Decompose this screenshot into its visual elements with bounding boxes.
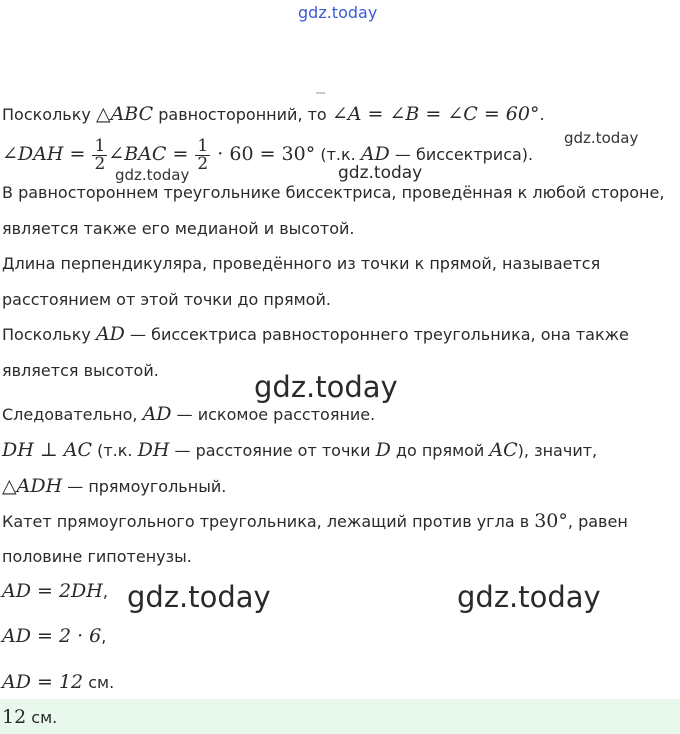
text: до прямой: [390, 441, 490, 460]
text: — расстояние от точки: [169, 441, 376, 460]
text-line-14: [2, 581, 108, 602]
text: Поскольку: [2, 325, 96, 344]
text-line-16: [2, 672, 114, 693]
math: AD: [360, 143, 390, 165]
math: 30°: [534, 510, 568, 532]
text-line-7: [2, 324, 629, 345]
text: ,: [102, 582, 108, 601]
text-line-12: [2, 511, 628, 532]
math: △ADH: [2, 475, 63, 497]
math: △ABC: [95, 103, 154, 125]
text: ), значит,: [517, 441, 598, 460]
math: DH ⊥ AC: [2, 439, 93, 461]
math: AD: [95, 323, 125, 345]
watermark-big-left: gdz.today: [127, 580, 271, 614]
watermark-small-1: gdz.today: [564, 129, 639, 147]
math: AD = 2DH: [2, 580, 103, 602]
text: , равен: [567, 512, 628, 531]
text: равносторонний, то: [153, 105, 332, 124]
text-line-11: [2, 476, 226, 497]
text-line-9: [2, 404, 375, 425]
math: DH: [137, 439, 170, 461]
fraction-numerator: 1: [197, 136, 209, 156]
text: — прямоугольный.: [62, 477, 227, 496]
text-line-8: является высотой.: [2, 361, 159, 380]
watermark-top: gdz.today: [298, 3, 378, 22]
math: AC: [489, 439, 518, 461]
text-line-15: [2, 626, 106, 647]
text-line-4: является также его медианой и высотой.: [2, 219, 355, 238]
math: AD: [142, 403, 172, 425]
text: — биссектриса).: [389, 145, 534, 164]
text: Поскольку: [2, 105, 96, 124]
answer-text: [2, 707, 57, 728]
fraction-numerator: 1: [94, 136, 106, 156]
divider-mark: [316, 92, 325, 94]
watermark-big-center: gdz.today: [254, 370, 398, 404]
text-line-10: [2, 440, 597, 461]
math: AD = 2 · 6: [2, 625, 102, 647]
watermark-big-right: gdz.today: [457, 580, 601, 614]
text-line-5: Длина перпендикуляра, проведённого из точки к прямой, называется: [2, 254, 601, 273]
fraction-denominator: 2: [197, 154, 209, 174]
math: ∠A = ∠B = ∠C = 60°: [331, 103, 540, 125]
math: · 60 = 30°: [211, 143, 316, 165]
text-line-6: расстоянием от этой точки до прямой.: [2, 290, 331, 309]
answer-box: [0, 699, 680, 734]
fraction-one-half: [195, 138, 210, 173]
fraction-denominator: 2: [94, 154, 106, 174]
text: Катет прямоугольного треугольника, лежащий против угла в: [2, 512, 535, 531]
watermark-small-3: gdz.today: [338, 163, 423, 183]
text: (т.к.: [92, 441, 138, 460]
text: (т.к.: [315, 145, 361, 164]
math: 12: [2, 706, 27, 728]
text: — биссектриса равностороннего треугольника, она также: [124, 325, 629, 344]
text: — искомое расстояние.: [171, 405, 376, 424]
text-line-2: [2, 134, 533, 175]
watermark-small-2: gdz.today: [115, 166, 190, 184]
text-line-1: [2, 104, 545, 125]
math: ∠BAC =: [108, 143, 195, 165]
text: см.: [83, 673, 115, 692]
text: см.: [26, 708, 58, 727]
text-line-13: половине гипотенузы.: [2, 547, 192, 566]
text: .: [539, 105, 545, 124]
fraction-one-half: [92, 138, 107, 173]
text: Следовательно,: [2, 405, 143, 424]
math: AD = 12: [2, 671, 84, 693]
math: ∠DAH =: [2, 143, 92, 165]
math: D: [375, 439, 391, 461]
text: ,: [101, 627, 107, 646]
text-line-3: В равностороннем треугольнике биссектриса, проведённая к любой стороне,: [2, 183, 665, 202]
